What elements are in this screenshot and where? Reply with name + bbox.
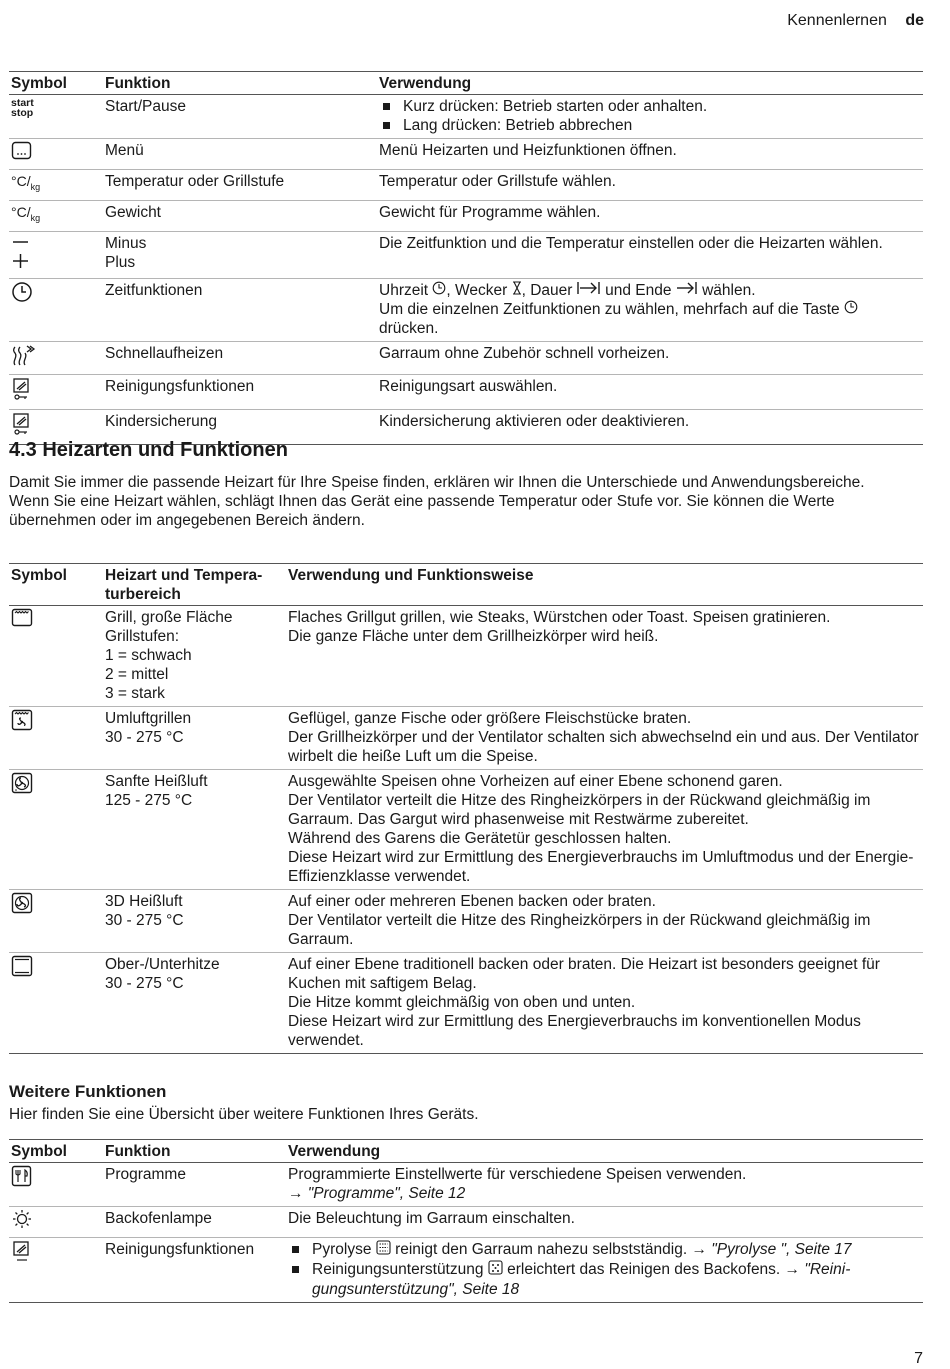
3d-hot-air-icon (11, 892, 33, 919)
list-item: Kurz drücken: Betrieb starten oder anhalten. (379, 97, 921, 116)
usage-cell (377, 278, 923, 341)
symbol-cell (9, 890, 103, 953)
mode-name: Umluftgrillen (105, 710, 192, 727)
col-usage: Verwendung (379, 75, 472, 92)
cleaning-icon (11, 1240, 33, 1269)
symbol-cell (9, 374, 103, 409)
mode-detail: 30 - 275 °C (105, 975, 184, 992)
list-item (288, 1260, 921, 1299)
usage-text: reinigt den Garraum nahezu selbstständig. → (395, 1241, 707, 1258)
table-row (9, 374, 923, 409)
section-intro (9, 473, 919, 530)
function-cell: Backofenlampe (105, 1210, 212, 1227)
usage-cell: Menü Heizarten und Heizfunktionen öffnen. (379, 142, 677, 159)
function-cell: Temperatur oder Grillstufe (105, 173, 285, 190)
function-cell: Reinigungsfunktionen (105, 377, 255, 395)
function-cell: Schnellaufheizen (105, 344, 224, 362)
pyrolysis-icon (376, 1240, 391, 1260)
clock-icon (11, 281, 33, 308)
symbol-cell (9, 1207, 103, 1238)
usage-cell (286, 770, 923, 890)
page-reference-link[interactable]: → "Programme", Seite 12 (288, 1185, 466, 1202)
heating-mode-cell (103, 953, 286, 1054)
usage-cell (286, 1163, 923, 1207)
mode-detail: 2 = mittel (105, 666, 169, 683)
page-number: 7 (914, 1350, 923, 1367)
symbol-cell (9, 278, 103, 341)
usage-text: Auf einer Ebene traditionell backen oder braten. Die Heizart ist besonders geeignet für Kuchen mit saftigem Belag. (288, 956, 880, 992)
mode-detail: 1 = schwach (105, 647, 192, 664)
symbol-cell (9, 707, 103, 770)
mode-name: 3D Heißluft (105, 893, 183, 910)
usage-text: , Wecker (446, 281, 508, 299)
symbol-cell (9, 341, 103, 374)
heating-mode-cell (103, 770, 286, 890)
mode-detail: 125 - 275 °C (105, 792, 193, 809)
top-bottom-heat-icon (11, 955, 33, 982)
function-cell: Zeitfunktionen (105, 281, 203, 299)
table-header-row (9, 72, 923, 95)
page-reference-link[interactable]: "Pyrolyse ", Seite 17 (711, 1241, 852, 1258)
mode-detail: Grillstufen: (105, 628, 180, 645)
table-row (9, 231, 923, 278)
col-usage: Verwendung und Funktionsweise (288, 567, 534, 584)
subsection-heading: Weitere Funktionen (9, 1082, 167, 1101)
col-function: Funktion (105, 75, 171, 92)
usage-cell: Reinigungsart auswählen. (379, 377, 558, 395)
table-row (9, 606, 923, 707)
clock-icon (432, 281, 446, 300)
list-item: Lang drücken: Betrieb abbrechen (379, 116, 921, 135)
grill-large-icon (11, 608, 33, 633)
usage-text: drücken. (379, 319, 439, 337)
usage-cell: Garraum ohne Zubehör schnell vorheizen. (379, 344, 670, 362)
symbol-cell (9, 606, 103, 707)
usage-text: Während des Garens die Gerätetür geschlossen halten. (288, 830, 672, 847)
col-heating-mode: Heizart und Temperaturbereich (105, 567, 263, 603)
function-cell: Programme (105, 1166, 186, 1183)
usage-text: Auf einer oder mehreren Ebenen backen oder braten. (288, 893, 656, 910)
table-row (9, 200, 923, 231)
usage-cell: Gewicht für Programme wählen. (379, 203, 601, 221)
usage-text: Programmierte Einstellwerte für verschiedene Speisen verwenden. (288, 1166, 747, 1183)
minus-label: Minus (105, 234, 147, 252)
usage-cell (286, 1238, 923, 1303)
usage-text: Die ganze Fläche unter dem Grillheizkörper wird heiß. (288, 628, 659, 645)
function-cell (103, 231, 377, 278)
intro-paragraph: Wenn Sie eine Heizart wählen, schlägt Ihnen das Gerät eine passende Temperatur oder Stufe vor. Sie können die Werte übernehmen oder im angegebenen Bereich ändern. (9, 493, 835, 529)
heating-mode-cell (103, 606, 286, 707)
usage-text: Der Grillheizkörper und der Ventilator schalten sich abwechselnd ein und aus. Der Ventilator wirbelt die heiße Luft um die Speise. (288, 729, 919, 765)
usage-text: Ausgewählte Speisen ohne Vorheizen auf einer Ebene schonend garen. (288, 773, 783, 790)
mode-name: Grill, große Fläche (105, 609, 233, 626)
col-symbol: Symbol (11, 567, 67, 584)
page-header (787, 11, 924, 30)
usage-text: Die Hitze kommt gleichmäßig von oben und unten. (288, 994, 636, 1011)
header-section: Kennenlernen (787, 12, 887, 29)
usage-cell (286, 606, 923, 707)
mode-name: Sanfte Heißluft (105, 773, 208, 790)
table-row (9, 707, 923, 770)
usage-text: Flaches Grillgut grillen, wie Steaks, Würstchen oder Toast. Speisen gratinieren. (288, 609, 831, 626)
usage-text: Der Ventilator verteilt die Hitze des Ringheizkörpers in der Rückwand gleichmäßig im Garraum. Das Gargut wird phasenweise mit Restwärme zubereitet. (288, 792, 871, 828)
col-function: Funktion (105, 1143, 171, 1160)
gentle-hot-air-icon (11, 772, 33, 799)
table-row (9, 890, 923, 953)
usage-cell (286, 707, 923, 770)
heating-mode-cell (103, 707, 286, 770)
function-cell: Gewicht (105, 203, 161, 221)
mode-detail: 30 - 275 °C (105, 912, 184, 929)
function-cell: Kindersicherung (105, 412, 218, 430)
end-time-icon (676, 281, 698, 300)
symbol-cell (9, 953, 103, 1054)
table-row (9, 1238, 923, 1303)
usage-cell (377, 95, 923, 139)
symbol-cell (9, 170, 103, 201)
symbol-cell (9, 95, 103, 139)
mode-name: Ober-/Unterhitze (105, 956, 220, 973)
table-row (9, 95, 923, 139)
usage-cell (286, 953, 923, 1054)
header-language: de (905, 12, 924, 29)
usage-cell: Die Zeitfunktion und die Temperatur einstellen oder die Heizarten wählen. (379, 234, 883, 252)
subsection-intro: Hier finden Sie eine Übersicht über weitere Funktionen Ihres Geräts. (9, 1106, 479, 1123)
table-row (9, 278, 923, 341)
start-stop-icon: start stop (11, 97, 34, 119)
cleaning-key-icon (11, 412, 33, 441)
programs-icon (11, 1165, 33, 1192)
heating-modes-table (9, 563, 923, 1054)
col-usage: Verwendung (288, 1143, 381, 1160)
usage-text: und Ende (605, 281, 672, 299)
table-row (9, 953, 923, 1054)
circulated-grill-icon (11, 709, 33, 736)
symbol-cell (9, 139, 103, 170)
oven-lamp-icon (11, 1209, 33, 1234)
further-functions-table (9, 1139, 923, 1303)
usage-text: Reinigungsunterstützung (312, 1261, 484, 1278)
usage-text: Der Ventilator verteilt die Hitze des Ringheizkörpers in der Rückwand gleichmäßig im Garraum. (288, 912, 871, 948)
temp-weight-icon: $^\circ C/_{kg}$ (11, 173, 41, 192)
table-header-row (9, 1140, 923, 1163)
usage-text: Pyrolyse (312, 1241, 372, 1258)
section-heading: 4.3 Heizarten und Funktionen (9, 439, 288, 461)
usage-cell: Kindersicherung aktivieren oder deaktivieren. (379, 412, 690, 430)
intro-paragraph: Damit Sie immer die passende Heizart für Ihre Speise finden, erklären wir Ihnen die Unterschiede und Anwendungsbereiche. (9, 474, 865, 491)
symbol-cell (9, 1163, 103, 1207)
plus-label: Plus (105, 253, 136, 271)
function-cell: Start/Pause (105, 98, 186, 115)
list-item (288, 1240, 921, 1260)
menu-icon (11, 141, 33, 166)
duration-icon (577, 281, 601, 300)
page-reference-link[interactable]: "Reinigungsunterstützung", Seite 18 (312, 1261, 851, 1298)
symbol-cell (9, 200, 103, 231)
minus-plus-icon (11, 234, 31, 275)
rapid-heat-icon (11, 344, 35, 371)
function-cell: Menü (105, 142, 144, 159)
table-row (9, 1207, 923, 1238)
temp-weight-icon: $^\circ C/_{kg}$ (11, 203, 41, 223)
col-symbol: Symbol (11, 1143, 67, 1160)
usage-text: Um die einzelnen Zeitfunktionen zu wählen, mehrfach auf die Taste (379, 300, 840, 318)
clock-icon (844, 300, 858, 319)
cleaning-support-icon (488, 1260, 503, 1280)
usage-text: wählen. (702, 281, 756, 299)
controls-table (9, 71, 923, 445)
heating-mode-cell (103, 890, 286, 953)
symbol-cell (9, 231, 103, 278)
col-symbol: Symbol (11, 75, 67, 92)
table-header-row (9, 564, 923, 606)
table-row (9, 770, 923, 890)
usage-cell (286, 890, 923, 953)
mode-detail: 3 = stark (105, 685, 165, 702)
table-row (9, 170, 923, 201)
function-cell: Reinigungsfunktionen (105, 1241, 255, 1258)
usage-text: , Dauer (521, 281, 573, 299)
table-row (9, 341, 923, 374)
usage-text: Diese Heizart wird zur Ermittlung des Energieverbrauchs im Umluftmodus und der Energie-Effizienzklasse verwendet. (288, 849, 914, 885)
table-row (9, 139, 923, 170)
table-row (9, 1163, 923, 1207)
mode-detail: 30 - 275 °C (105, 729, 184, 746)
hourglass-icon (512, 281, 522, 300)
usage-text: erleichtert das Reinigen des Backofens. → (507, 1261, 801, 1278)
cleaning-icon (11, 377, 33, 406)
usage-text: Diese Heizart wird zur Ermittlung des Energieverbrauchs im konventionellen Modus verwendet. (288, 1013, 861, 1049)
usage-text: Uhrzeit (379, 281, 429, 299)
usage-cell: Die Beleuchtung im Garraum einschalten. (288, 1210, 575, 1227)
symbol-cell (9, 1238, 103, 1303)
usage-text: Geflügel, ganze Fische oder größere Fleischstücke braten. (288, 710, 692, 727)
usage-cell: Temperatur oder Grillstufe wählen. (379, 173, 616, 190)
symbol-cell (9, 770, 103, 890)
